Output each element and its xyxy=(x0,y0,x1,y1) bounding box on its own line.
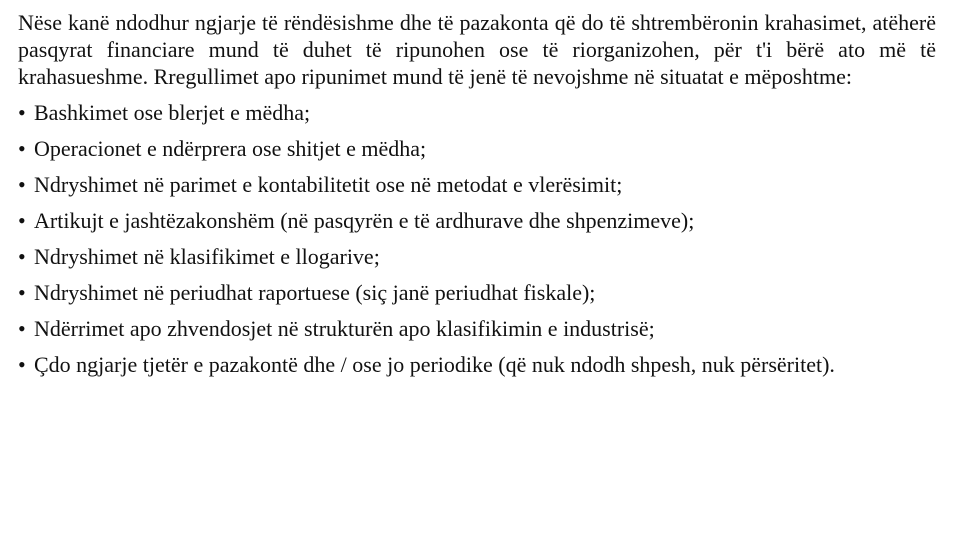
list-item xyxy=(18,207,936,234)
bullet-list xyxy=(18,99,936,378)
bullet-icon: • xyxy=(18,316,26,341)
intro-paragraph: Nëse kanë ndodhur ngjarje të rëndësishme dhe të pazakonta që do të shtrembëronin krahasimet, atëherë pasqyrat financiare mund të duhet të ripunohen ose të riorganizohen, për t'i bërë ato më të krahasueshme. Rregullimet apo ripunimet mund të jenë të nevojshme në situatat e mëposhtme: xyxy=(18,10,936,89)
bullet-icon: • xyxy=(18,244,26,269)
bullet-icon: • xyxy=(18,136,26,161)
bullet-icon: • xyxy=(18,100,26,125)
list-item-text: Çdo ngjarje tjetër e pazakontë dhe / ose jo periodike (që nuk ndodh shpesh, nuk përsëritet). xyxy=(34,352,835,377)
list-item-text: Bashkimet ose blerjet e mëdha; xyxy=(34,100,311,125)
slide-content xyxy=(18,9,936,378)
list-item-text: Ndërrimet apo zhvendosjet në strukturën apo klasifikimin e industrisë; xyxy=(34,316,655,341)
bullet-icon: • xyxy=(18,352,26,377)
list-item xyxy=(18,351,936,378)
list-item-text: Artikujt e jashtëzakonshëm (në pasqyrën e të ardhurave dhe shpenzimeve); xyxy=(34,208,695,233)
list-item-text: Ndryshimet në periudhat raportuese (siç janë periudhat fiskale); xyxy=(34,280,596,305)
bullet-icon: • xyxy=(18,172,26,197)
list-item xyxy=(18,135,936,162)
list-item-text: Operacionet e ndërprera ose shitjet e mëdha; xyxy=(34,136,427,161)
list-item xyxy=(18,171,936,198)
list-item xyxy=(18,315,936,342)
list-item xyxy=(18,279,936,306)
list-item xyxy=(18,99,936,126)
bullet-icon: • xyxy=(18,208,26,233)
list-item-text: Ndryshimet në klasifikimet e llogarive; xyxy=(34,244,380,269)
bullet-icon: • xyxy=(18,280,26,305)
list-item-text: Ndryshimet në parimet e kontabilitetit ose në metodat e vlerësimit; xyxy=(34,172,623,197)
list-item xyxy=(18,243,936,270)
